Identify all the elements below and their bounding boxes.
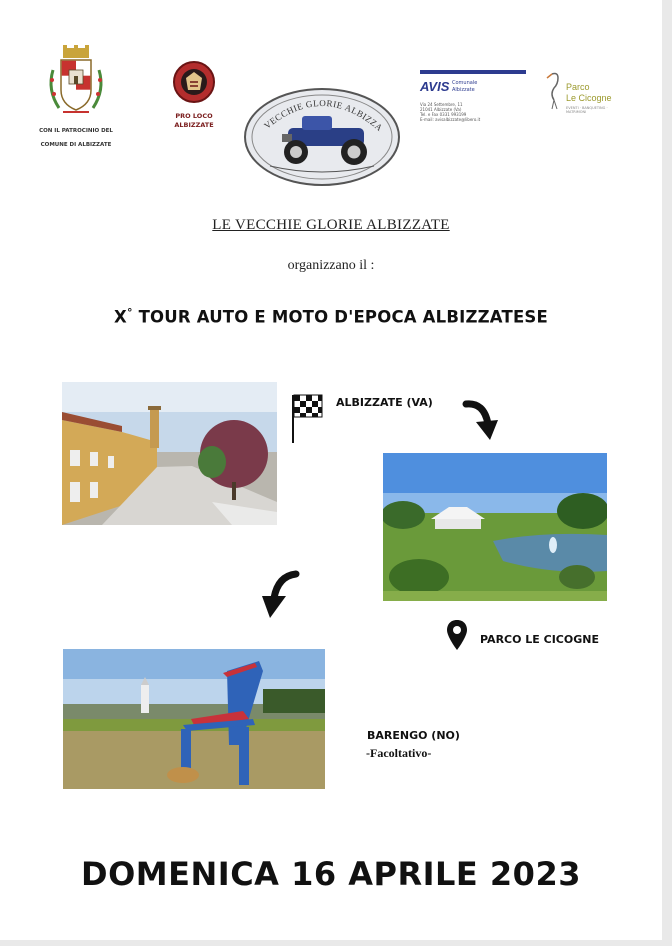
tour-sup: ° bbox=[126, 306, 133, 319]
parco-cicogne-logo bbox=[546, 70, 616, 114]
location-pin-icon bbox=[446, 619, 468, 651]
organizer-subtitle: organizzano il : bbox=[287, 258, 375, 273]
comune-caption-line1: CON IL PATROCINIO DEL bbox=[39, 128, 113, 134]
stop-end-note: -Facoltativo- bbox=[366, 746, 432, 760]
albizzate-photo bbox=[62, 382, 277, 525]
parco-name2: Le Cicogne bbox=[566, 93, 612, 103]
comune-logo bbox=[36, 44, 116, 152]
curved-arrow-down-left-icon bbox=[260, 568, 302, 620]
avis-addr3: Tel. e Fax 0331 993199 bbox=[420, 112, 467, 117]
avis-addr4: E-mail: avisalbizzate@libero.it bbox=[420, 117, 481, 122]
event-date: DOMENICA 16 APRILE 2023 bbox=[81, 855, 581, 893]
curved-arrow-down-icon bbox=[462, 398, 502, 444]
avis-top-bar bbox=[420, 70, 526, 74]
vecchie-glorie-logo bbox=[242, 86, 402, 188]
avis-name: AVIS bbox=[420, 79, 450, 94]
proloco-line1: PRO LOCO bbox=[175, 112, 213, 120]
organizer-title: LE VECCHIE GLORIE ALBIZZATE bbox=[212, 217, 450, 233]
tour-prefix: X bbox=[114, 307, 127, 327]
stork-icon bbox=[546, 70, 566, 110]
avis-sub1: Comunale bbox=[452, 80, 478, 86]
stop-start-label: ALBIZZATE (VA) bbox=[336, 396, 433, 409]
avis-addr2: 21041 Albizzate (Va) bbox=[420, 107, 462, 112]
parco-tagline: EVENTI · BANQUETING · MATRIMONI bbox=[566, 106, 608, 114]
vecchie-glorie-arc-text: VECCHIE GLORIE ALBIZZA bbox=[262, 97, 385, 133]
checkered-flag-icon bbox=[290, 393, 324, 445]
comune-crest-icon bbox=[45, 44, 107, 118]
comune-caption-line2: COMUNE DI ALBIZZATE bbox=[40, 142, 112, 148]
barengo-bench-photo bbox=[63, 649, 325, 789]
vintage-car-emblem-icon bbox=[242, 86, 402, 188]
proloco-logo bbox=[164, 60, 224, 130]
stop-end-label: BARENGO (NO) bbox=[367, 729, 460, 742]
proloco-line2: ALBIZZATE bbox=[174, 121, 214, 129]
avis-logo bbox=[420, 70, 526, 126]
tour-rest: TOUR AUTO E MOTO D'EPOCA ALBIZZATESE bbox=[132, 307, 548, 327]
stop-middle-label: PARCO LE CICOGNE bbox=[480, 633, 599, 646]
parco-cicogne-photo bbox=[383, 453, 607, 601]
parco-name1: Parco bbox=[566, 82, 590, 92]
tour-title bbox=[0, 306, 662, 327]
avis-sub2: Albizzate bbox=[452, 87, 475, 93]
avis-addr1: Via 24 Settembre, 11 bbox=[420, 102, 463, 107]
proloco-emblem-icon bbox=[172, 60, 216, 104]
